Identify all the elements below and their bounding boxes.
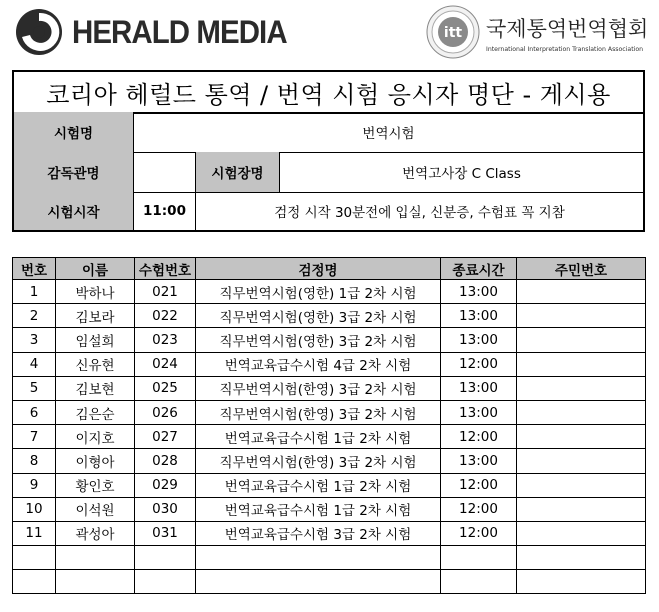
end-time-cell: 12:00 (441, 425, 517, 449)
number-cell: 3 (13, 328, 56, 352)
end-time-cell: 12:00 (441, 473, 517, 497)
name-cell: 이석원 (56, 497, 135, 521)
proctor-row (14, 152, 643, 193)
venue-label: 시험장명 (195, 152, 279, 192)
exam-id-cell: 027 (135, 425, 196, 449)
name-cell: 이형아 (56, 449, 135, 473)
col-header-number: 번호 (13, 258, 56, 280)
end-time-cell: 13:00 (441, 304, 517, 328)
exam-title-cell: 직무번역시험(한영) 3급 2차 시험 (196, 449, 441, 473)
proctor-value (133, 152, 195, 192)
document-title: 코리아 헤럴드 통역 / 번역 시험 응시자 명단 - 게시용 (14, 72, 643, 114)
number-cell: 6 (13, 400, 56, 424)
exam-id-cell: 031 (135, 521, 196, 545)
number-cell: 4 (13, 352, 56, 376)
name-cell: 김보현 (56, 376, 135, 400)
resident-id-cell (517, 497, 646, 521)
col-header-resident-id: 주민번호 (517, 258, 646, 280)
name-cell: 김보라 (56, 304, 135, 328)
table-row (13, 497, 646, 521)
table-row (13, 400, 646, 424)
empty-cell (441, 546, 517, 570)
col-header-end-time: 종료시간 (441, 258, 517, 280)
empty-table-row (13, 546, 646, 570)
end-time-cell: 12:00 (441, 521, 517, 545)
resident-id-cell (517, 449, 646, 473)
exam-name-row (14, 112, 643, 153)
exam-id-cell: 021 (135, 280, 196, 304)
table-row (13, 352, 646, 376)
table-row (13, 304, 646, 328)
name-cell: 이지호 (56, 425, 135, 449)
exam-name-label: 시험명 (14, 112, 133, 152)
exam-title-cell: 직무번역시험(영한) 3급 2차 시험 (196, 304, 441, 328)
exam-name-value: 번역시험 (133, 112, 643, 152)
number-cell: 7 (13, 425, 56, 449)
name-cell: 곽성아 (56, 521, 135, 545)
itt-seal-text: itt (443, 25, 463, 41)
end-time-cell: 13:00 (441, 376, 517, 400)
table-header-row (13, 258, 646, 280)
herald-swirl-icon (14, 7, 64, 57)
venue-value: 번역고사장 C Class (279, 152, 643, 192)
name-cell: 임설희 (56, 328, 135, 352)
start-time-value: 11:00 (133, 192, 195, 230)
empty-cell (135, 570, 196, 594)
empty-cell (196, 570, 441, 594)
empty-cell (517, 570, 646, 594)
empty-cell (13, 546, 56, 570)
exam-id-cell: 023 (135, 328, 196, 352)
table-row (13, 328, 646, 352)
empty-cell (13, 570, 56, 594)
number-cell: 8 (13, 449, 56, 473)
entry-notice: 검정 시작 30분전에 입실, 신분증, 수험표 꼭 지참 (195, 192, 643, 230)
exam-title-cell: 번역교육급수시험 3급 2차 시험 (196, 521, 441, 545)
resident-id-cell (517, 280, 646, 304)
itt-korean-name: 국제통역번역협회 (486, 17, 649, 41)
exam-title-cell: 번역교육급수시험 1급 2차 시험 (196, 473, 441, 497)
exam-title-cell: 직무번역시험(영한) 1급 2차 시험 (196, 280, 441, 304)
empty-cell (56, 546, 135, 570)
col-header-exam-title: 검정명 (196, 258, 441, 280)
itt-english-name: International Interpretation Translation Association (486, 46, 644, 53)
exam-title-cell: 번역교육급수시험 1급 2차 시험 (196, 497, 441, 521)
number-cell: 10 (13, 497, 56, 521)
resident-id-cell (517, 376, 646, 400)
number-cell: 5 (13, 376, 56, 400)
end-time-cell: 13:00 (441, 400, 517, 424)
itt-association-logo (426, 4, 656, 62)
resident-id-cell (517, 400, 646, 424)
exam-title-cell: 번역교육급수시험 4급 2차 시험 (196, 352, 441, 376)
end-time-cell: 13:00 (441, 328, 517, 352)
exam-id-cell: 028 (135, 449, 196, 473)
start-label: 시험시작 (14, 192, 133, 230)
table-row (13, 425, 646, 449)
end-time-cell: 13:00 (441, 449, 517, 473)
resident-id-cell (517, 425, 646, 449)
exam-id-cell: 030 (135, 497, 196, 521)
empty-cell (196, 546, 441, 570)
col-header-exam-id: 수험번호 (135, 258, 196, 280)
herald-media-wordmark: HERALD MEDIA (72, 13, 287, 50)
table-row (13, 449, 646, 473)
table-row (13, 521, 646, 545)
name-cell: 황인호 (56, 473, 135, 497)
exam-title-cell: 직무번역시험(영한) 3급 2차 시험 (196, 328, 441, 352)
resident-id-cell (517, 328, 646, 352)
table-row (13, 280, 646, 304)
name-cell: 박하나 (56, 280, 135, 304)
name-cell: 김은순 (56, 400, 135, 424)
name-cell: 신유현 (56, 352, 135, 376)
empty-cell (135, 546, 196, 570)
exam-id-cell: 024 (135, 352, 196, 376)
empty-table-row (13, 570, 646, 594)
empty-cell (517, 546, 646, 570)
herald-media-logo (14, 6, 305, 58)
number-cell: 11 (13, 521, 56, 545)
exam-id-cell: 025 (135, 376, 196, 400)
start-row (14, 192, 643, 230)
number-cell: 2 (13, 304, 56, 328)
empty-cell (441, 570, 517, 594)
resident-id-cell (517, 304, 646, 328)
proctor-label: 감독관명 (14, 152, 133, 192)
empty-cell (56, 570, 135, 594)
col-header-name: 이름 (56, 258, 135, 280)
table-row (13, 473, 646, 497)
resident-id-cell (517, 352, 646, 376)
number-cell: 1 (13, 280, 56, 304)
exam-title-cell: 직무번역시험(한영) 3급 2차 시험 (196, 376, 441, 400)
exam-info-box (12, 70, 645, 232)
resident-id-cell (517, 521, 646, 545)
exam-id-cell: 022 (135, 304, 196, 328)
exam-title-cell: 번역교육급수시험 1급 2차 시험 (196, 425, 441, 449)
table-row (13, 376, 646, 400)
number-cell: 9 (13, 473, 56, 497)
end-time-cell: 12:00 (441, 352, 517, 376)
exam-id-cell: 029 (135, 473, 196, 497)
resident-id-cell (517, 473, 646, 497)
exam-id-cell: 026 (135, 400, 196, 424)
candidate-roster-table (12, 257, 646, 594)
itt-seal-icon (426, 5, 480, 59)
exam-title-cell: 직무번역시험(한영) 3급 2차 시험 (196, 400, 441, 424)
end-time-cell: 13:00 (441, 280, 517, 304)
end-time-cell: 12:00 (441, 497, 517, 521)
